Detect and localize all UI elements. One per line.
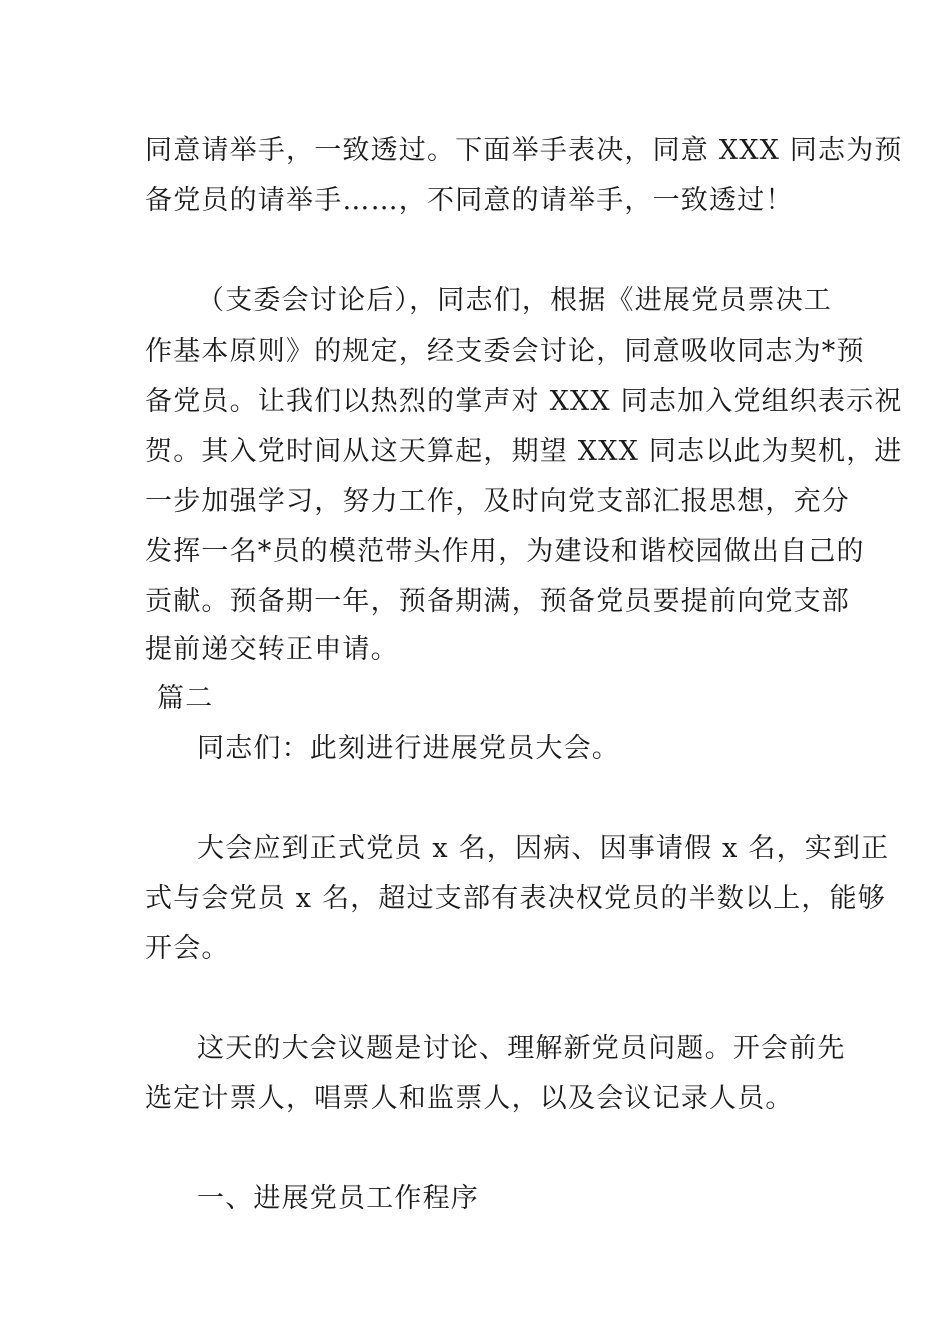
paragraph-2-line-8: 提前递交转正申请。	[145, 634, 399, 665]
paragraph-2-line-7: 贡献。预备期一年，预备期满，预备党员要提前向党支部	[145, 586, 850, 617]
paragraph-4-line-1: 大会应到正式党员 x 名，因病、因事请假 x 名，实到正	[197, 833, 890, 864]
paragraph-2-line-3: 备党员。让我们以热烈的掌声对 XXX 同志加入党组织表示祝	[145, 386, 903, 417]
paragraph-4-line-3: 开会。	[145, 933, 230, 964]
paragraph-2-line-5: 一步加强学习，努力工作，及时向党支部汇报思想，充分	[145, 486, 850, 517]
paragraph-2-line-6: 发挥一名*员的模范带头作用，为建设和谐校园做出自己的	[145, 536, 865, 567]
paragraph-4-line-2: 式与会党员 x 名，超过支部有表决权党员的半数以上，能够	[145, 883, 886, 914]
paragraph-1-line-1: 同意请举手，一致透过。下面举手表决，同意 XXX 同志为预	[145, 135, 903, 166]
paragraph-2-line-4: 贺。其入党时间从这天算起，期望 XXX 同志以此为契机，进	[145, 436, 903, 467]
section-heading: 篇二	[157, 683, 214, 714]
paragraph-2-line-2: 作基本原则》的规定，经支委会讨论，同意吸收同志为*预	[145, 336, 865, 367]
paragraph-2-line-1: （支委会讨论后），同志们，根据《进展党员票决工	[197, 285, 833, 316]
paragraph-5-line-2: 选定计票人，唱票人和监票人，以及会议记录人员。	[145, 1083, 794, 1114]
paragraph-3: 同志们：此刻进行进展党员大会。	[197, 733, 620, 764]
subheading: 一、进展党员工作程序	[197, 1183, 479, 1214]
paragraph-1-line-2: 备党员的请举手……，不同意的请举手，一致透过！	[145, 185, 794, 216]
paragraph-5-line-1: 这天的大会议题是讨论、理解新党员问题。开会前先	[197, 1033, 846, 1064]
